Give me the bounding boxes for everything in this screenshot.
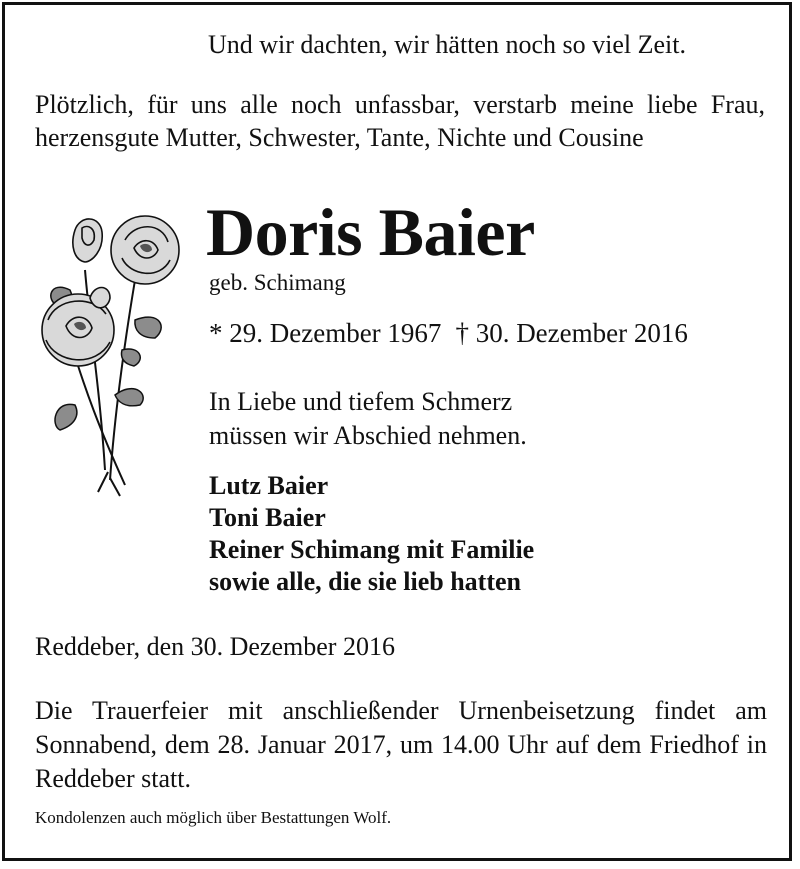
farewell-line: In Liebe und tiefem Schmerz: [209, 387, 513, 416]
maiden-name: geb. Schimang: [209, 270, 346, 295]
mourner: Toni Baier: [209, 503, 326, 532]
place-date: Reddeber, den 30. Dezember 2016: [35, 632, 395, 661]
life-dates: [209, 318, 688, 349]
roses-icon: [30, 210, 200, 500]
mourner: sowie alle, die sie lieb hatten: [209, 567, 521, 596]
intro-text: Plötzlich, für uns alle noch unfassbar, verstarb meine liebe Frau, herzensgute Mutter, Schwester, Tante, Nichte und Cousine: [35, 90, 765, 152]
mourners-list: [209, 470, 534, 598]
birth-date: * 29. Dezember 1967: [209, 318, 442, 348]
deceased-name: Doris Baier: [206, 194, 535, 270]
motto: Und wir dachten, wir hätten noch so viel Zeit.: [208, 30, 686, 59]
mourner: Reiner Schimang mit Familie: [209, 535, 535, 564]
farewell-line: müssen wir Abschied nehmen.: [209, 421, 527, 450]
mourner: Lutz Baier: [209, 471, 329, 500]
funeral-info: Die Trauerfeier mit anschließender Urnenbeisetzung findet am Sonnabend, dem 28. Januar 2017, um 14.00 Uhr auf dem Friedhof in Reddeber statt.: [35, 696, 767, 793]
death-date: † 30. Dezember 2016: [455, 318, 688, 348]
condolence-note: Kondolenzen auch möglich über Bestattungen Wolf.: [35, 808, 392, 827]
farewell-phrase: [209, 385, 527, 453]
